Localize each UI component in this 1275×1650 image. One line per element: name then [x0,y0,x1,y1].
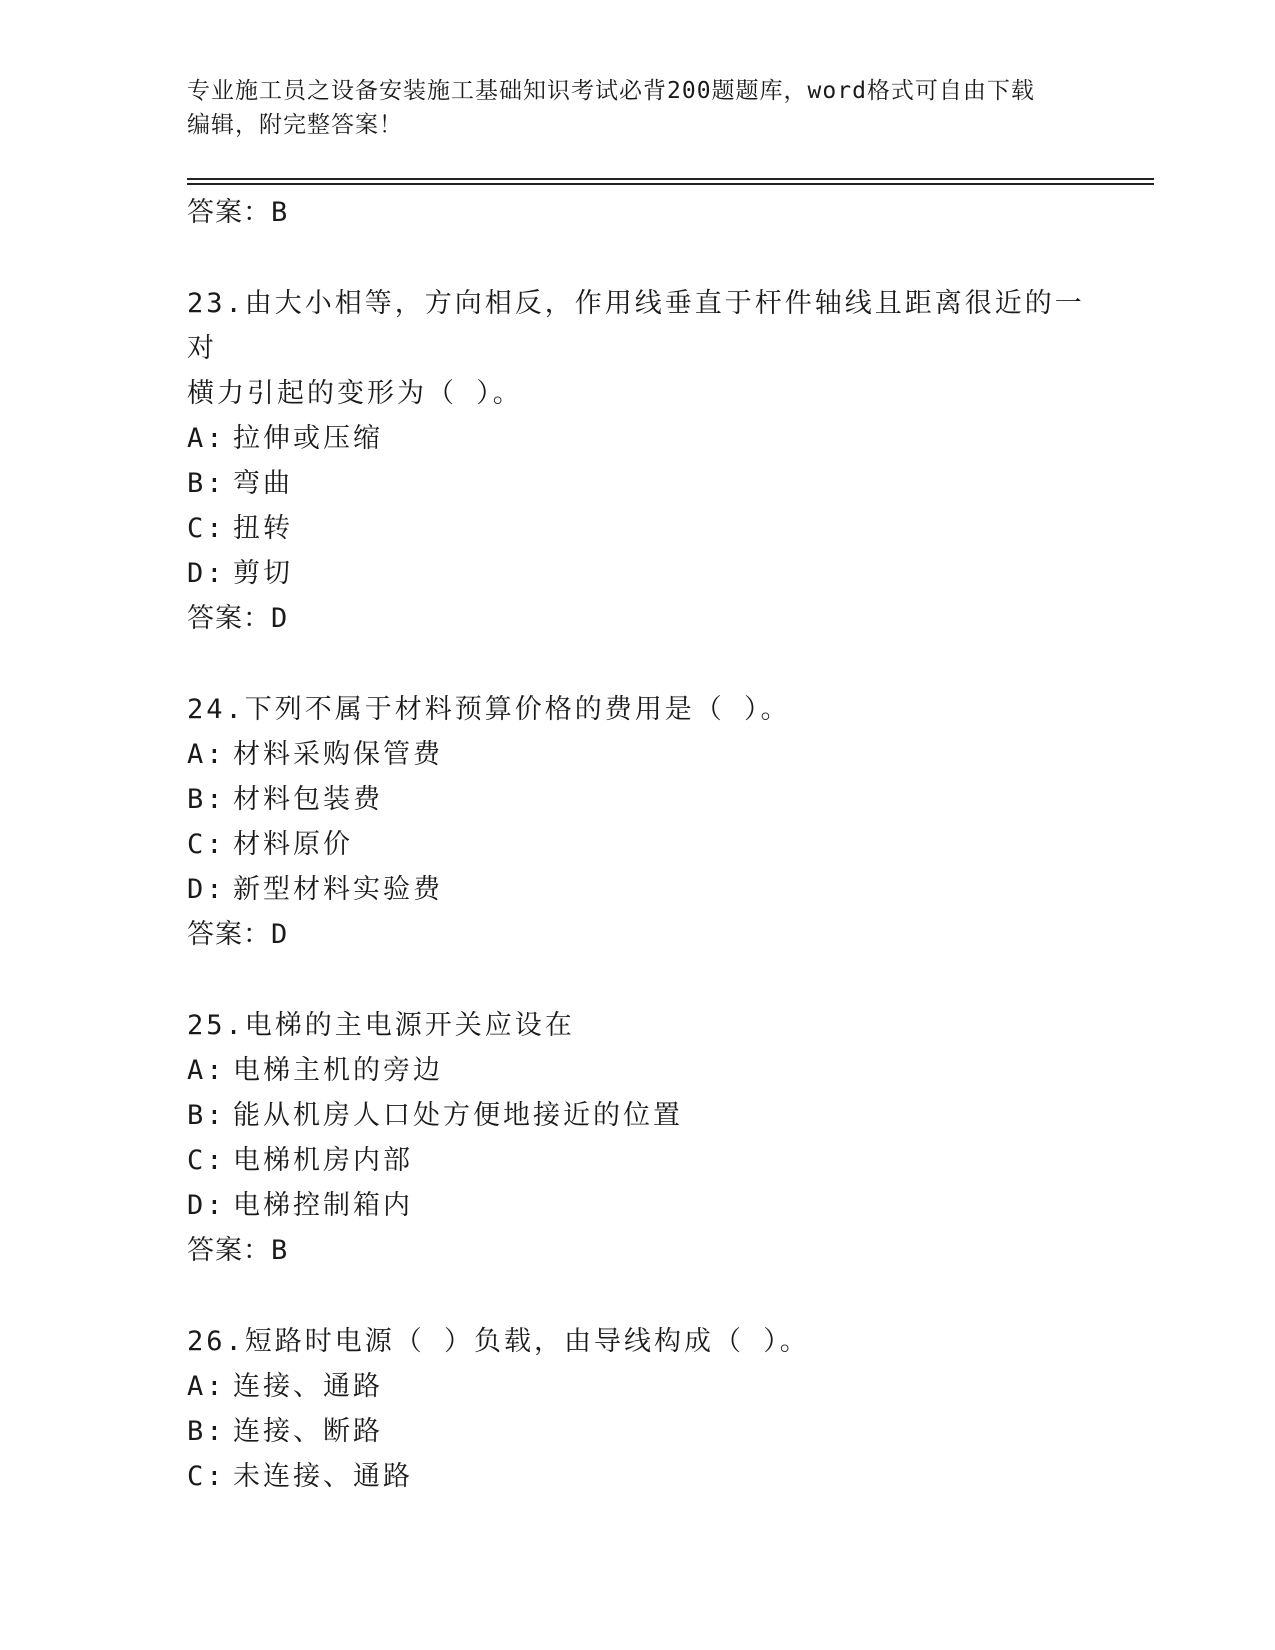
option-letter: D: [187,558,226,589]
option-text: 新型材料实验费 [233,874,443,905]
option-b [187,777,1087,822]
question-text: 26.短路时电源（ ）负载，由导线构成（ ）。 [187,1326,810,1357]
question-text: 25.电梯的主电源开关应设在 [187,1010,575,1041]
option-a [187,732,1087,777]
option-c [187,1138,1087,1183]
document-header [187,74,1087,142]
option-c [187,506,1087,551]
question-list [187,190,1087,1499]
option-letter: B: [187,468,226,499]
option-d [187,1183,1087,1228]
header-rule-bottom [187,183,1154,185]
question-23 [187,281,1087,641]
option-text: 未连接、通路 [233,1461,413,1492]
option-text: 拉伸或压缩 [233,423,383,454]
option-letter: B: [187,784,226,815]
option-a [187,1048,1087,1093]
option-letter: C: [187,513,226,544]
option-letter: C: [187,1461,226,1492]
option-letter: B: [187,1100,226,1131]
option-b [187,1093,1087,1138]
option-text: 电梯机房内部 [233,1145,413,1176]
question-25 [187,1003,1087,1273]
option-letter: D: [187,1190,226,1221]
option-text: 连接、断路 [233,1416,383,1447]
option-text: 连接、通路 [233,1371,383,1402]
option-letter: A: [187,739,226,770]
question-24 [187,687,1087,957]
option-d [187,551,1087,596]
option-a [187,1364,1087,1409]
option-c [187,822,1087,867]
option-b [187,461,1087,506]
answer-line: 答案：B [187,1235,289,1266]
option-text: 剪切 [233,558,293,589]
header-rule-top [187,178,1154,180]
option-d [187,867,1087,912]
option-letter: D: [187,874,226,905]
option-text: 材料原价 [233,829,353,860]
option-text: 电梯主机的旁边 [233,1055,443,1086]
question-text-continued: 横力引起的变形为（ ）。 [187,378,523,409]
answer-line: 答案：D [187,919,289,950]
header-title-line-2: 编辑，附完整答案！ [187,112,403,138]
option-b [187,1409,1087,1454]
answer-line: 答案：D [187,603,289,634]
option-text: 扭转 [233,513,293,544]
option-a [187,416,1087,461]
option-letter: C: [187,829,226,860]
option-text: 能从机房人口处方便地接近的位置 [233,1100,683,1131]
question-text: 24.下列不属于材料预算价格的费用是（ ）。 [187,694,791,725]
option-letter: C: [187,1145,226,1176]
option-text: 材料采购保管费 [233,739,443,770]
option-text: 材料包装费 [233,784,383,815]
previous-question-answer: 答案：B [187,197,289,228]
option-c [187,1454,1087,1499]
option-text: 电梯控制箱内 [233,1190,413,1221]
option-text: 弯曲 [233,468,293,499]
question-text: 23.由大小相等，方向相反，作用线垂直于杆件轴线且距离很近的一对 [187,288,1085,364]
option-letter: A: [187,1371,226,1402]
option-letter: B: [187,1416,226,1447]
header-title-line-1: 专业施工员之设备安装施工基础知识考试必背200题题库，word格式可自由下载 [187,78,1035,104]
option-letter: A: [187,1055,226,1086]
question-26 [187,1319,1087,1499]
option-letter: A: [187,423,226,454]
